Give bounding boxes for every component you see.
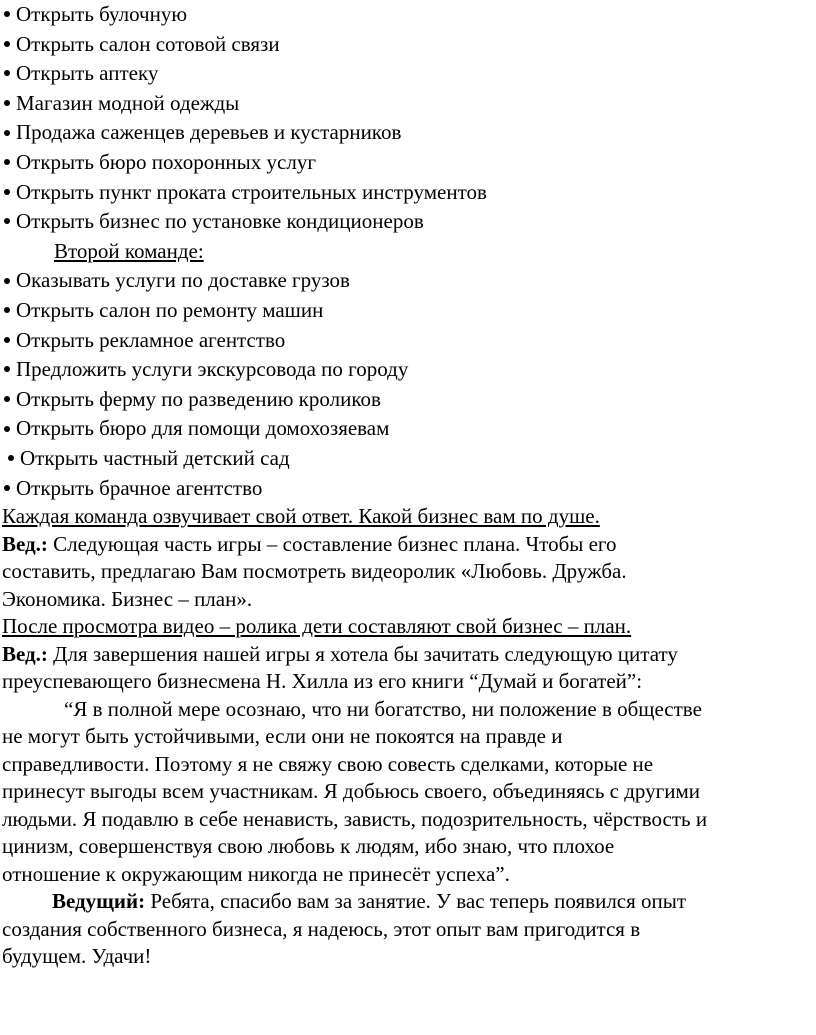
bullet-icon (4, 159, 10, 165)
bullet-icon (4, 100, 10, 106)
bullet-icon (4, 337, 10, 343)
list-item: Открыть булочную (0, 0, 816, 30)
bullet-icon (4, 366, 10, 372)
list-item: Оказывать услуги по доставке грузов (0, 266, 816, 296)
bullet-icon (4, 278, 10, 284)
bullet-icon (4, 426, 10, 432)
stage-note-answers: Каждая команда озвучивает свой ответ. Какой бизнес вам по душе. (2, 504, 600, 529)
bullet-icon (4, 396, 10, 402)
list-item: Открыть бюро похоронных услуг (0, 148, 816, 178)
list-item: Открыть аптеку (0, 59, 816, 89)
list-item: Магазин модной одежды (0, 89, 816, 119)
second-team-heading: Второй команде: (54, 238, 204, 263)
host-remark-business-plan: Вед.: Следующая часть игры – составление бизнес плана. Чтобы его составить, предлагаю Вам посмотреть видеоролик «Любовь. Дружба. Экономика. Бизнес – план». (2, 531, 627, 611)
bullet-icon (4, 130, 10, 136)
list-item: Открыть частный детский сад (0, 444, 816, 474)
list-item: Предложить услуги экскурсовода по городу (0, 355, 816, 385)
bullet-icon (4, 189, 10, 195)
list-item: Открыть салон сотовой связи (0, 30, 816, 60)
list-item: Открыть ферму по разведению кроликов (0, 385, 816, 415)
bullet-icon (4, 70, 10, 76)
stage-note-video: После просмотра видео – ролика дети составляют свой бизнес – план. (2, 614, 632, 639)
host-remark-quote-intro: Вед.: Для завершения нашей игры я хотела бы зачитать следующую цитату преуспевающего бизнесмена Н. Хилла из его книги “Думай и богатей”: (2, 641, 678, 694)
speaker-label: Вед.: (2, 641, 48, 666)
bullet-icon (4, 41, 10, 47)
bullet-icon (4, 11, 10, 17)
bullet-icon (4, 485, 10, 491)
team1-list (0, 0, 816, 237)
bullet-icon (4, 307, 10, 313)
team2-list (0, 266, 816, 503)
list-item: Открыть салон по ремонту машин (0, 296, 816, 326)
list-item: Продажа саженцев деревьев и кустарников (0, 118, 816, 148)
list-item: Открыть рекламное агентство (0, 326, 816, 356)
bullet-icon (8, 455, 14, 461)
list-item: Открыть брачное агентство (0, 474, 816, 504)
list-item: Открыть бизнес по установке кондиционеров (0, 207, 816, 237)
speaker-label: Ведущий: (52, 889, 146, 914)
host-closing-remark: Ведущий: Ребята, спасибо вам за занятие. У вас теперь появился опыт создания собственного бизнеса, я надеюсь, этот опыт вам пригодится в будущем. Удачи! (2, 889, 687, 969)
speaker-label: Вед.: (2, 531, 48, 556)
list-item: Открыть бюро для помощи домохозяевам (0, 414, 816, 444)
bullet-icon (4, 218, 10, 224)
list-item: Открыть пункт проката строительных инструментов (0, 178, 816, 208)
quote-block: “Я в полной мере осознаю, что ни богатство, ни положение в обществе не могут быть устойчивыми, если они не покоятся на правде и справедливости. Поэтому я не свяжу свою совесть сделками, которые не принесут выгоды всем участникам. Я добьюсь своего, объединяясь с другими людьми. Я подавлю в себе ненависть, зависть, подозрительность, чёрствость и цинизм, совершенствуя свою любовь к людям, ибо знаю, что плохое отношение к окружающим никогда не принесёт успеха”. (2, 696, 708, 886)
